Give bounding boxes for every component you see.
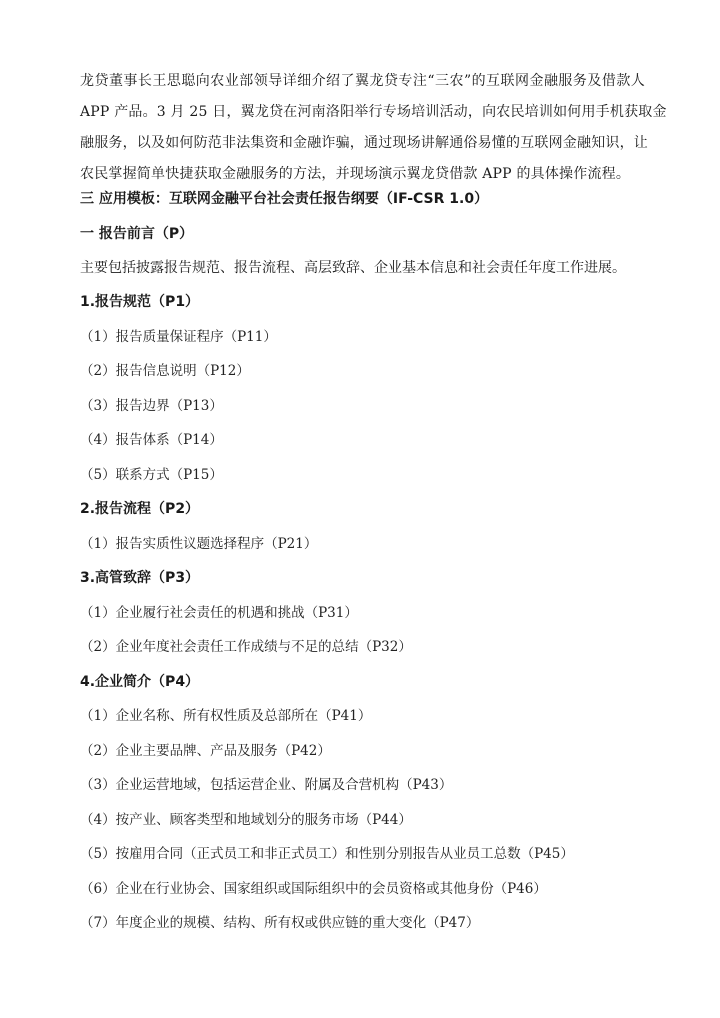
intro-line: 农民掌握简单快捷获取金融服务的方法，并现场演示翼龙贷借款 APP 的具体操作流程。 [80, 166, 631, 182]
list-item: （1）报告质量保证程序（P11） [80, 329, 277, 345]
subsection-heading: 3.高管致辞（P3） [80, 570, 200, 586]
intro-line: APP 产品。3 月 25 日，翼龙贷在河南洛阳举行专场培训活动，向农民培训如何用手机获取金 [80, 104, 667, 120]
list-item: （7）年度企业的规模、结构、所有权或供应链的重大变化（P47） [80, 915, 480, 931]
subsection-heading: 1.报告规范（P1） [80, 294, 200, 310]
list-item: （4）报告体系（P14） [80, 432, 223, 448]
list-item: （3）报告边界（P13） [80, 398, 223, 414]
list-item: （5）按雇用合同（正式员工和非正式员工）和性别分别报告从业员工总数（P45） [80, 846, 574, 862]
subsection-heading: 4.企业简介（P4） [80, 674, 200, 690]
list-item: （1）报告实质性议题选择程序（P21） [80, 536, 318, 552]
list-item: （2）企业主要品牌、产品及服务（P42） [80, 743, 331, 759]
intro-paragraph [80, 66, 667, 190]
list-item: （2）报告信息说明（P12） [80, 363, 250, 379]
list-item: （2）企业年度社会责任工作成绩与不足的总结（P32） [80, 639, 412, 655]
list-item: （4）按产业、顾客类型和地域划分的服务市场（P44） [80, 812, 412, 828]
intro-line: 龙贷董事长王思聪向农业部领导详细介绍了翼龙贷专注“三农”的互联网金融服务及借款人 [80, 73, 645, 89]
list-item: （6）企业在行业协会、国家组织或国际组织中的会员资格或其他身份（P46） [80, 881, 547, 897]
list-item: （1）企业履行社会责任的机遇和挑战（P31） [80, 605, 358, 621]
section-heading: 三 应用模板：互联网金融平台社会责任报告纲要（IF-CSR 1.0） [80, 191, 489, 207]
part-summary: 主要包括披露报告规范、报告流程、高层致辞、企业基本信息和社会责任年度工作进展。 [80, 260, 626, 276]
list-item: （5）联系方式（P15） [80, 467, 223, 483]
list-item: （1）企业名称、所有权性质及总部所在（P41） [80, 708, 372, 724]
subsection-heading: 2.报告流程（P2） [80, 501, 200, 517]
part-heading: 一 报告前言（P） [80, 226, 194, 242]
list-item: （3）企业运营地域，包括运营企业、附属及合营机构（P43） [80, 777, 453, 793]
intro-line: 融服务，以及如何防范非法集资和金融诈骗，通过现场讲解通俗易懂的互联网金融知识，让 [80, 135, 648, 151]
